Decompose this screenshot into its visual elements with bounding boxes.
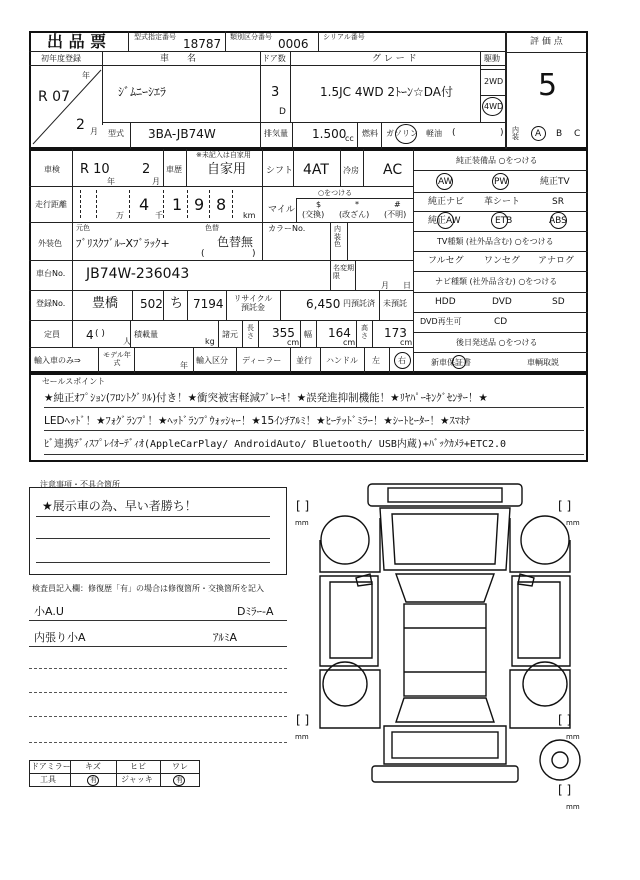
score-label: 評 価 点 [530,37,563,47]
car-diagram [300,478,590,798]
transfer-month: 月 [381,281,389,290]
displacement: 1.500 [312,127,347,141]
history-note: ※未記入は自家用 [196,151,251,159]
mileage-digit-1: 4 [139,195,150,214]
paint-color-label: 色替 [205,224,219,232]
mile-label: マイル [268,205,295,215]
recycle: 6,450 [306,297,341,311]
navi-label: ナビ種類 (社外品含む) ○をつける [435,277,558,286]
kg-unit: kg [205,337,215,346]
altered-sym: * [355,200,359,209]
later-label: 後日発送品 ○をつける [456,338,538,347]
later-warranty: 新車保証書 [431,358,471,367]
equip-genuine-aw-circle [437,212,454,229]
drive-4wd: 4WD [484,102,504,111]
gasoline-circle [395,124,417,144]
km-unit: km [243,211,256,220]
evaluation-score: 5 [538,68,558,103]
history-label: 車歴 [166,165,182,174]
mark-note: ○をつける [318,189,353,197]
mileage-label: 走行距離 [35,200,67,209]
first-reg-label: 初年度登録 [41,54,81,63]
ext-color-label: 外装色 [38,239,62,248]
class-no-label: 類別区分番号 [230,33,272,41]
inspector-row1-right: Dﾐﾗｰ-A [237,605,274,618]
dims-label: 諸元 [222,330,238,339]
doors-label: ドア数 [262,54,286,63]
capacity: 4 [86,328,94,342]
width-label: 幅 [304,330,312,339]
equip-abs-circle [550,212,567,229]
car-name-label: 車 名 [160,54,197,64]
shaken-val: R 10 [80,162,110,177]
equip-pw: PW [494,177,509,187]
drive-label: 駆動 [484,54,500,63]
navi-sd: SD [552,297,565,307]
doors: 3 [271,85,280,100]
fuel-paren: ( [452,128,456,138]
equip-aw: AW [438,177,453,187]
handle-label: ハンドル [326,356,358,365]
reg-num: 7194 [193,297,224,311]
recycle-label: リサイクル預託金 [233,294,273,313]
unknown-sym: # [394,200,401,209]
type-no-label: 型式指定番号 [134,33,176,41]
navi-hdd: HDD [435,297,456,307]
chassis: JB74W-236043 [86,266,190,282]
displacement-label: 排気量 [264,129,288,138]
handle-right: 右 [398,356,406,365]
tools-yes: 有 [90,776,97,784]
sales-line-3: ﾋﾞ連携ﾃﾞｨｽﾌﾟﾚｲｵｰﾃﾞｨｵ(AppleCarPlay/ AndroidAuto/ Bluetooth/ USB内蔵)+ﾊﾞｯｸｶﾒﾗ+ETC2.0 [44,439,507,450]
ext-color: ﾌﾞﾘｽｸﾌﾞﾙｰXﾌﾞﾗｯｸ+ [76,237,170,250]
shaken-month-unit: 月 [152,177,160,186]
grade-label: グ レ ー ド [372,54,417,64]
genuine-label: 純正装備品 ○をつける [456,156,538,165]
length-cm: cm [287,338,300,347]
width: 164 [328,326,351,340]
navi-dvd-play: DVD再生可 [420,317,462,326]
mileage-digit-3: 9 [194,195,205,214]
interior-a: A [535,129,542,139]
capacity-label: 定員 [44,330,60,339]
width-cm: cm [343,338,356,347]
sales-line-1: ★純正ｵﾌﾟｼｮﾝ(ﾌﾛﾝﾄｸﾞﾘﾙ)付き！★衝突被害軽減ﾌﾞﾚｰｷ！★誤発進抑制機能！★ﾘﾔﾊﾟｰｷﾝｸﾞｾﾝｻｰ！★ [44,392,488,404]
chassis-label: 車台No. [36,269,66,278]
color-paren-r: ) [252,249,256,259]
tv-label: TV種類 (社外品含む) ○をつける [437,237,554,246]
class-no: 0006 [278,37,309,51]
inspector-row2-left: 内張り小A [34,631,86,644]
cooler-label: 冷房 [343,166,359,175]
handle-right-circle [394,352,411,369]
length-label: 長さ [247,324,254,340]
equip-tv: 純正TV [540,177,570,187]
break-label: ワレ [172,762,188,771]
shaken-year-unit: 年 [107,177,115,186]
interior-b: B [556,129,563,139]
later-warranty-circle [452,355,466,369]
altered-label: (改ざん) [339,210,370,219]
mirror-label: ドアミラー [31,762,71,771]
jack-yes: 有 [176,776,183,784]
model: 3BA-JB74W [148,127,216,141]
tv-analog: アナログ [538,256,575,266]
reg-label: 登録No. [36,299,66,308]
mm-fr: mm [566,519,580,527]
tire-bracket-rr: [ ] [558,713,572,727]
fuel-paren-close: ) [500,128,504,138]
shaken-month: 2 [142,162,151,177]
color-change: 色替無 [217,235,254,249]
equip-genuine-aw: 純正AW [428,216,461,226]
dealer: ディーラー [242,356,282,365]
shift-label: シフト [266,166,294,176]
serial-label: シリアル番号 [323,33,365,41]
drive-4wd-circle [482,97,503,116]
int-color-label: 内装色 [334,225,341,249]
height-cm: cm [400,338,413,347]
notes-label: 注意事項・不具合箇所 [40,480,120,489]
mileage-digit-4: 8 [216,195,227,214]
scratch-label: キズ [85,762,101,771]
length: 355 [272,326,295,340]
sales-line-2: LEDﾍｯﾄﾞ！★ﾌｫｸﾞﾗﾝﾌﾟ！★ﾍｯﾄﾞﾗﾝﾌﾟｳｫｯｼｬｰ！★15ｲﾝﾁｱﾙﾐ！★ﾋｰﾃｯﾄﾞﾐﾗｰ！★ｼｰﾄﾋｰﾀｰ！★ｽﾏﾎﾅ [44,415,471,427]
equip-leather: 革シート [484,197,521,207]
fuel-label: 燃料 [362,129,378,138]
mm-spare: mm [566,803,580,811]
equip-sr: SR [552,197,564,207]
later-manual: 車輌取説 [527,358,559,367]
tools-yes-circle [87,775,99,786]
equip-aw-circle [436,173,453,190]
mileage-digit-2: 1 [172,195,183,214]
shift: 4AT [303,162,329,178]
equip-etb: ETB [495,216,513,226]
transfer-label: 名変期限 [333,264,354,281]
model-year-label: モデル年式 [103,351,131,367]
mm-fl: mm [295,519,309,527]
exchange-sym: $ [316,200,322,209]
month-unit: 月 [90,127,98,136]
tire-bracket-fl: [ ] [296,499,310,513]
first-reg-year: R 07 [38,89,70,105]
equip-navi: 純正ナビ [428,197,465,207]
model-year-suffix: 年 [180,361,188,370]
fuel-diesel: 軽油 [426,129,442,138]
tv-one: ワンセグ [484,256,521,266]
history: 自家用 [207,162,247,177]
interior-a-circle [531,126,546,141]
notes-text: ★展示車の為、早い者勝ち！ [42,499,197,513]
equip-etb-circle [491,212,508,229]
door-sub: D [279,107,286,117]
handle-left: 左 [372,356,380,365]
recycle-not: 未預託 [383,299,407,308]
reg-class: 502 [140,297,163,311]
inspector-label: 検査員記入欄：修復歴「有」の場合は修復箇所・交換箇所を記入 [32,584,264,593]
fuel-gasoline: ガソリン [386,129,418,138]
interior-label: 内装 [512,126,519,141]
unknown-label: (不明) [384,210,407,219]
person-unit: 人 [123,337,131,346]
first-reg-month: 2 [76,117,85,133]
color-paren-l: ( [201,249,205,259]
sheet-title: 出 品 票 [47,32,107,51]
shaken-label: 車検 [44,165,60,174]
cc-unit: cc [345,134,354,143]
height: 173 [384,326,407,340]
color-no-label: カラーNo. [268,224,306,233]
exchange-label: (交換) [302,210,325,219]
tire-bracket-rl: [ ] [296,713,310,727]
tire-bracket-fr: [ ] [558,499,572,513]
import-label: 輸入車のみ⇒ [34,356,81,365]
parallel: 並行 [296,356,312,365]
reg-kana: ち [170,296,184,311]
capacity-paren: ( ) [95,329,105,339]
drive-2wd: 2WD [484,77,504,86]
spare-bracket: [ ] [558,783,572,797]
equip-pw-circle [492,173,509,190]
inspector-row1-left: 小A.U [34,605,64,618]
load-label: 積載量 [134,330,158,339]
tools-label: 工具 [40,775,56,784]
interior-c: C [574,129,581,139]
diagonal-line [29,66,103,149]
import-type-label: 輸入区分 [196,356,228,365]
cooler: AC [383,162,403,178]
man-unit: 万 [116,211,124,220]
transfer-day: 日 [403,281,411,290]
model-label: 型式 [108,129,124,138]
height-label: 高さ [361,324,368,340]
jack-yes-circle [173,775,185,786]
mm-rl: mm [295,733,309,741]
tv-full: フルセグ [428,256,464,266]
navi-cd: CD [494,317,508,327]
car-name: ｼﾞﾑﾆｰｼｴﾗ [118,85,167,99]
sen-unit: 千 [155,211,163,220]
type-no: 18787 [183,37,222,51]
sales-label: セールスポイント [42,377,106,386]
year-unit: 年 [82,71,90,80]
equip-abs: ABS [549,216,567,226]
crack-label: ヒビ [130,762,146,771]
reg-area: 豊橋 [92,296,119,311]
inspector-row2-right: ｱﾙﾐA [213,631,238,644]
jack-label: ジャッキ [121,775,153,784]
orig-color-label: 元色 [76,224,90,232]
grade: 1.5JC 4WD 2ﾄｰﾝ☆DA付 [320,85,454,99]
mm-rr: mm [566,733,580,741]
navi-dvd: DVD [492,297,512,307]
recycle-unit: 円預託済 [343,299,375,308]
